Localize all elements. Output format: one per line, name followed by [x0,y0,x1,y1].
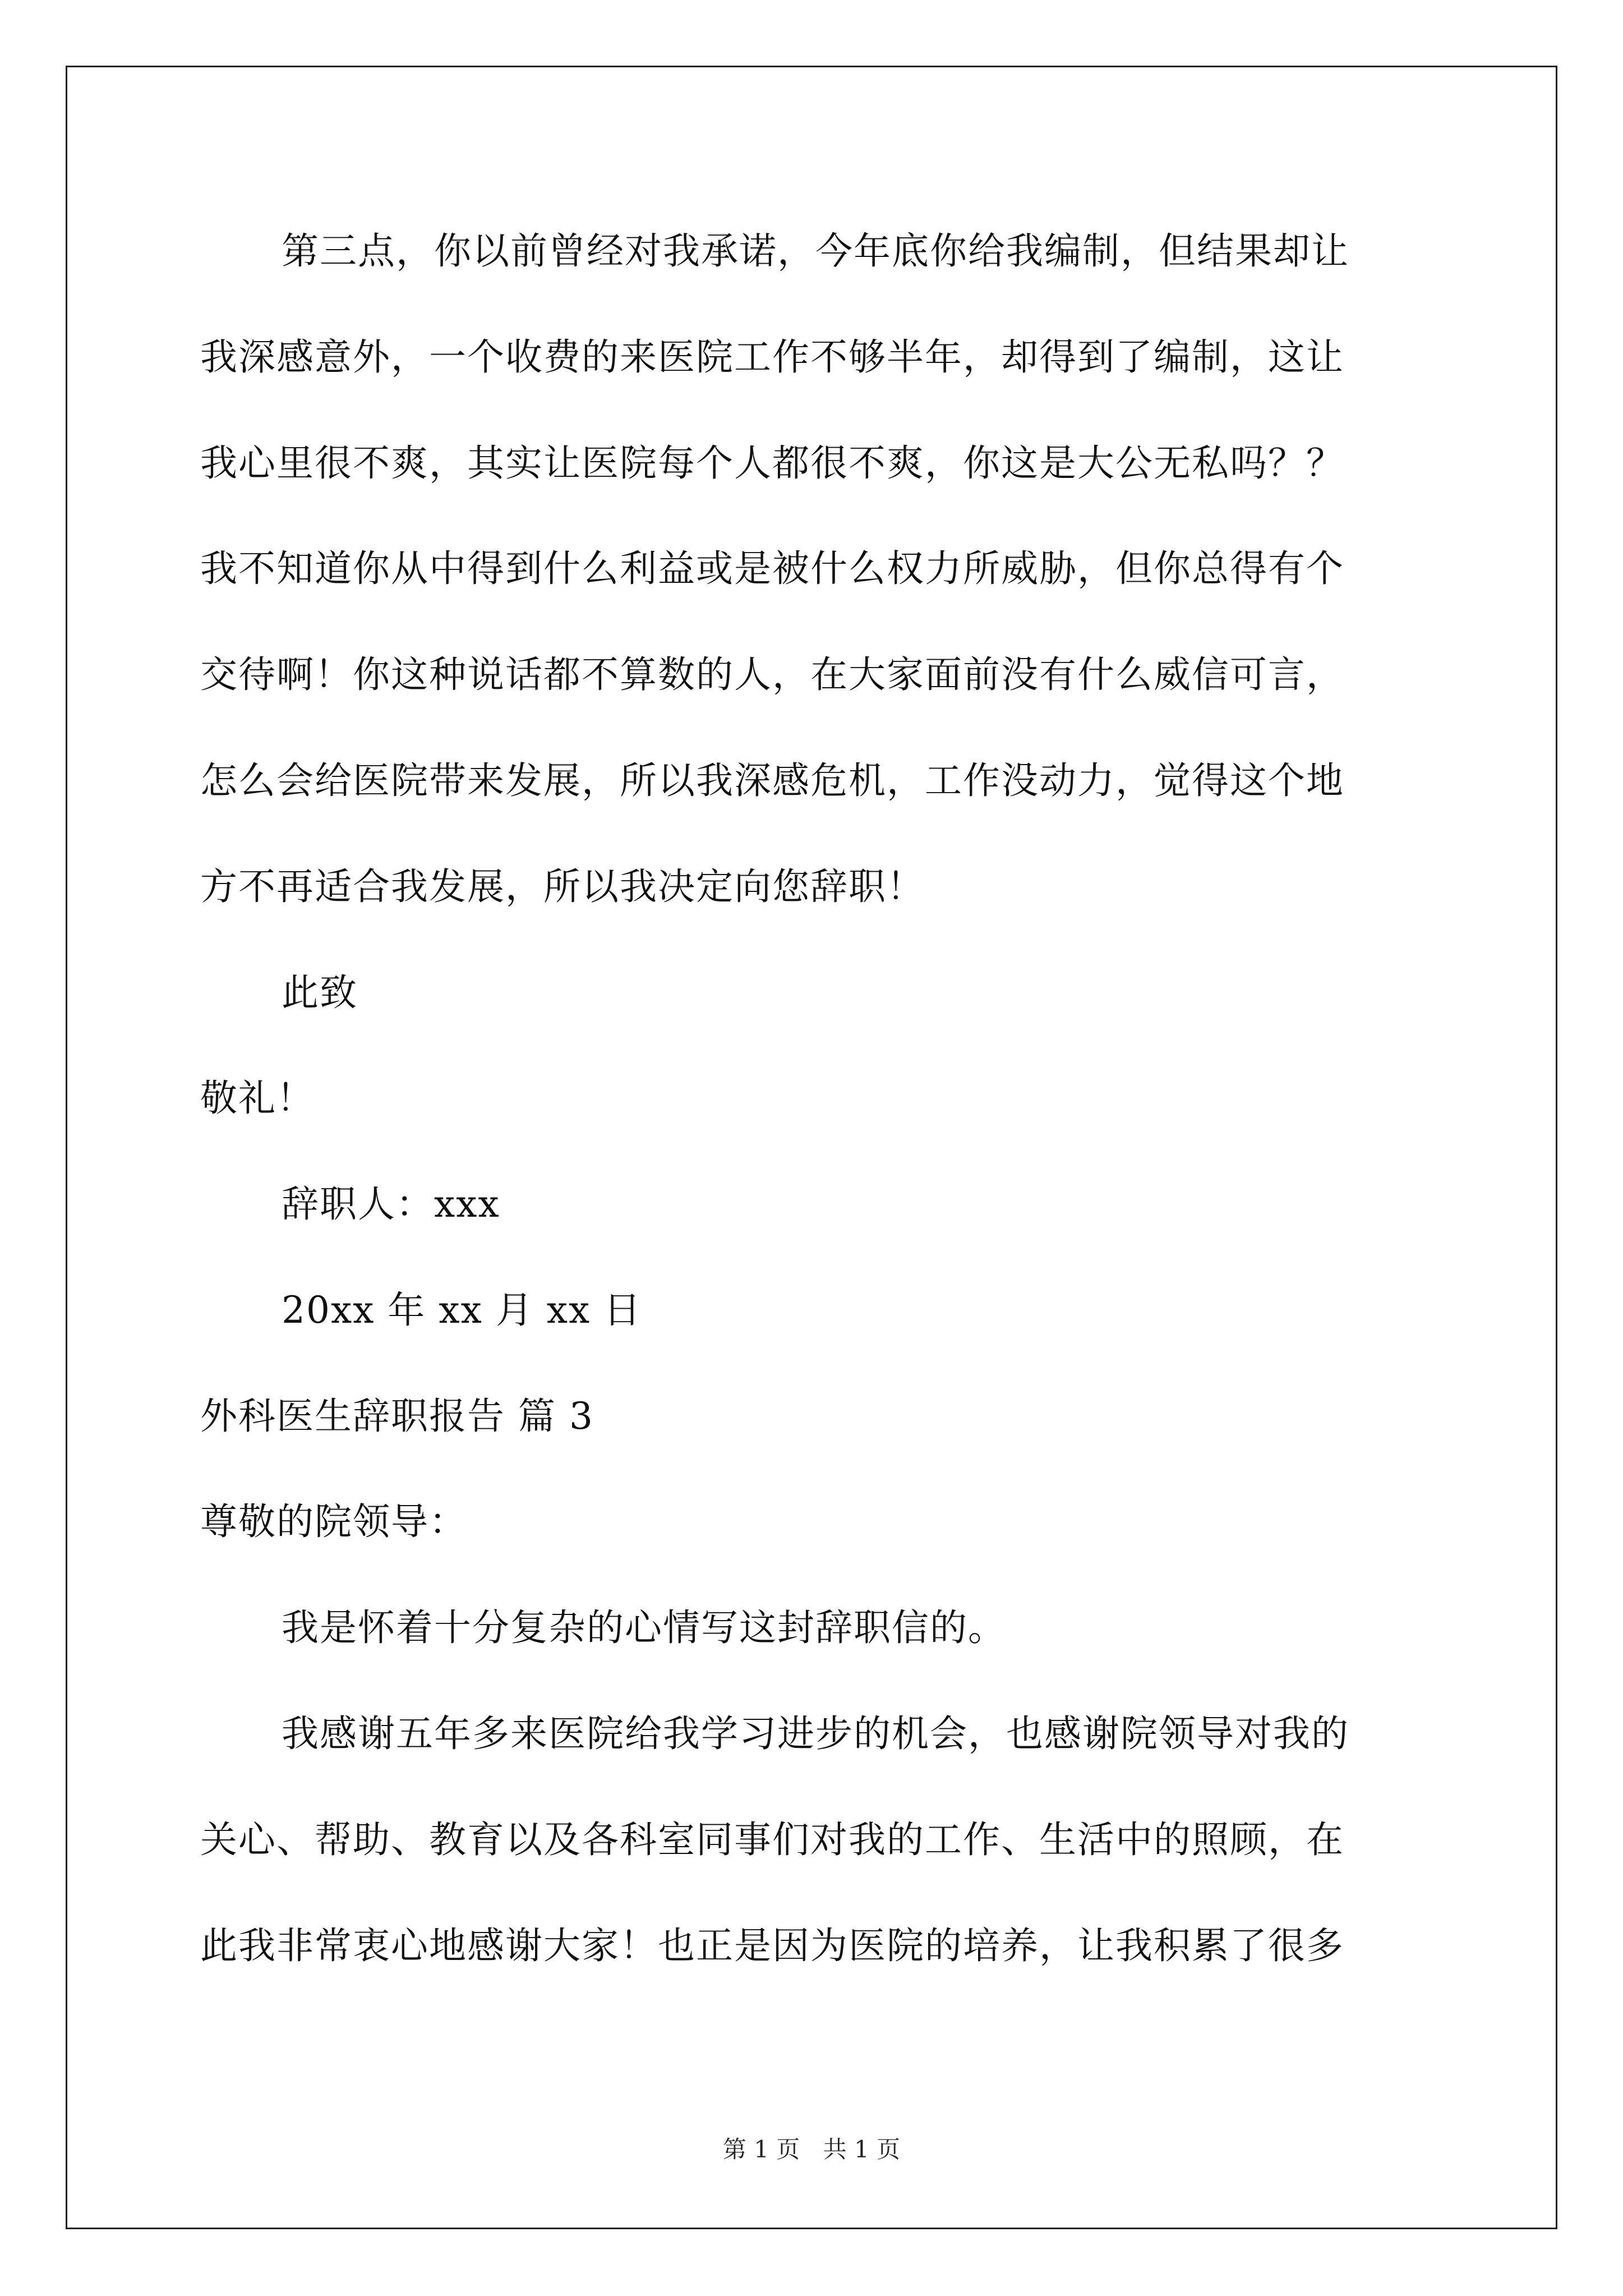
paragraph-line: 第三点，你以前曾经对我承诺，今年底你给我编制，但结果却让 [282,229,1349,273]
paragraph-line: 我深感意外，一个收费的来医院工作不够半年，却得到了编制，这让 [200,335,1344,379]
greeting-line: 尊敬的院领导： [200,1500,467,1543]
page-footer [0,2136,1623,2164]
closing-regards: 敬礼！ [200,1076,315,1120]
date-line: 20xx 年 xx 月 xx 日 [282,1289,642,1332]
paragraph-line: 我感谢五年多来医院给我学习进步的机会，也感谢院领导对我的 [282,1712,1349,1755]
paragraph-line: 我心里很不爽，其实让医院每个人都很不爽，你这是大公无私吗？？ [200,441,1344,485]
section-heading: 外科医生辞职报告 篇 3 [200,1395,594,1438]
paragraph-line: 方不再适合我发展，所以我决定向您辞职！ [200,865,925,908]
paragraph-line: 怎么会给医院带来发展，所以我深感危机，工作没动力，觉得这个地 [200,759,1344,802]
page-border [66,66,1557,2229]
signature-line: 辞职人：xxx [282,1182,500,1226]
page-number-current: 第 1 页 [722,2136,800,2163]
paragraph-line: 交待啊！你这种说话都不算数的人，在大家面前没有什么威信可言， [200,653,1344,696]
paragraph-line: 关心、帮助、教育以及各科室同事们对我的工作、生活中的照顾，在 [200,1818,1344,1861]
closing-salutation: 此致 [282,971,358,1014]
paragraph-line: 此我非常衷心地感谢大家！也正是因为医院的培养，让我积累了很多 [200,1924,1344,1967]
paragraph-line: 我是怀着十分复杂的心情写这封辞职信的。 [282,1606,1006,1649]
paragraph-line: 我不知道你从中得到什么利益或是被什么权力所威胁，但你总得有个 [200,547,1344,590]
page-number-total: 共 1 页 [823,2136,901,2163]
